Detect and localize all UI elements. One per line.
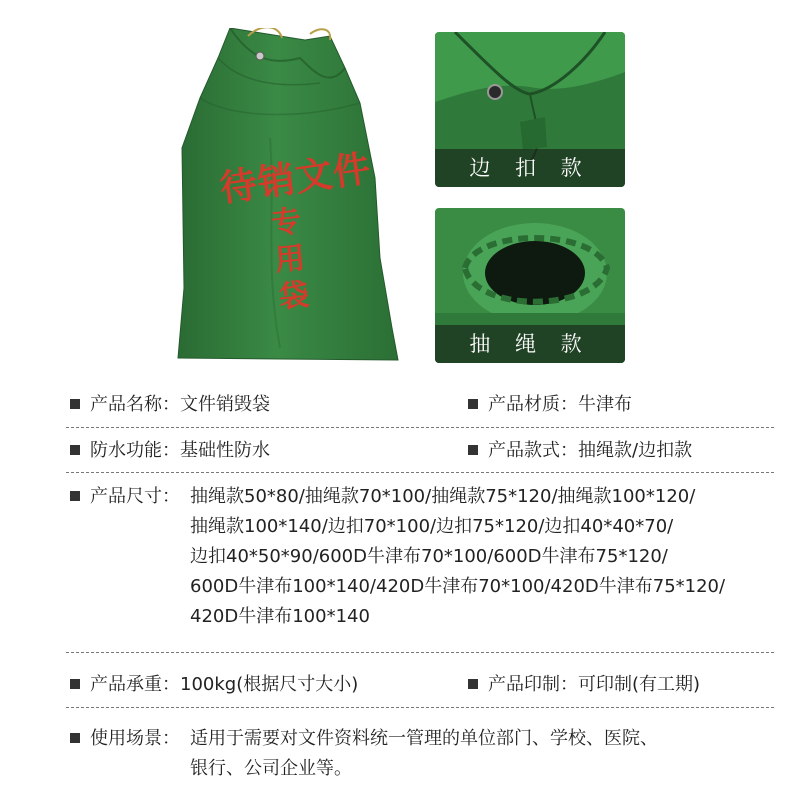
bullet-square-icon — [70, 445, 80, 455]
spec-label: 产品款式： — [488, 440, 578, 461]
bullet-square-icon — [70, 733, 80, 743]
spec-label: 防水功能： — [90, 440, 180, 461]
spec-label: 使用场景： — [90, 728, 180, 749]
size-line: 抽绳款50*80/抽绳款70*100/抽绳款75*120/抽绳款100*120/ — [190, 486, 696, 507]
bag-illustration — [170, 28, 400, 368]
size-line: 抽绳款100*140/边扣70*100/边扣75*120/边扣40*40*70/ — [190, 516, 674, 537]
usage-line: 适用于需要对文件资料统一管理的单位部门、学校、医院、 — [190, 728, 658, 749]
bag-print-title: 待销文件 — [217, 146, 374, 211]
product-hero — [0, 0, 800, 380]
dashed-divider — [66, 427, 774, 428]
spec-value: 抽绳款/边扣款 — [578, 440, 693, 461]
size-options-list — [190, 482, 780, 632]
dashed-divider — [66, 472, 774, 473]
bullet-square-icon — [70, 491, 80, 501]
spec-printing — [468, 670, 700, 699]
spec-product-name — [70, 390, 270, 419]
usage-text — [190, 724, 780, 784]
spec-label: 产品尺寸： — [90, 486, 180, 507]
thumbnail-caption: 边 扣 款 — [435, 149, 625, 187]
usage-line: 银行、公司企业等。 — [190, 758, 352, 779]
size-line: 420D牛津布100*140 — [190, 606, 370, 627]
size-line: 边扣40*50*90/600D牛津布70*100/600D牛津布75*120/ — [190, 546, 668, 567]
spec-load-capacity — [70, 670, 358, 699]
dashed-divider — [66, 707, 774, 708]
spec-value: 基础性防水 — [180, 440, 270, 461]
product-bag-image — [170, 28, 400, 368]
bag-print-subtitle: 专用袋 — [269, 203, 311, 316]
spec-value: 100kg(根据尺寸大小) — [180, 674, 359, 695]
spec-value: 文件销毁袋 — [180, 394, 270, 415]
bullet-square-icon — [468, 679, 478, 689]
bullet-square-icon — [468, 445, 478, 455]
thumbnail-caption: 抽 绳 款 — [435, 325, 625, 363]
thumbnail-side-button-style — [435, 32, 625, 187]
bullet-square-icon — [70, 679, 80, 689]
spec-value: 可印制(有工期) — [578, 674, 701, 695]
spec-product-style — [468, 436, 692, 465]
spec-value: 牛津布 — [578, 394, 632, 415]
bullet-square-icon — [70, 399, 80, 409]
dashed-divider — [66, 652, 774, 653]
thumbnail-drawstring-style — [435, 208, 625, 363]
spec-label: 产品材质： — [488, 394, 578, 415]
bullet-square-icon — [468, 399, 478, 409]
size-line: 600D牛津布100*140/420D牛津布70*100/420D牛津布75*120/ — [190, 576, 726, 597]
spec-product-material — [468, 390, 632, 419]
spec-label: 产品名称： — [90, 394, 180, 415]
spec-label: 产品印制： — [488, 674, 578, 695]
spec-label: 产品承重： — [90, 674, 180, 695]
spec-waterproof — [70, 436, 270, 465]
